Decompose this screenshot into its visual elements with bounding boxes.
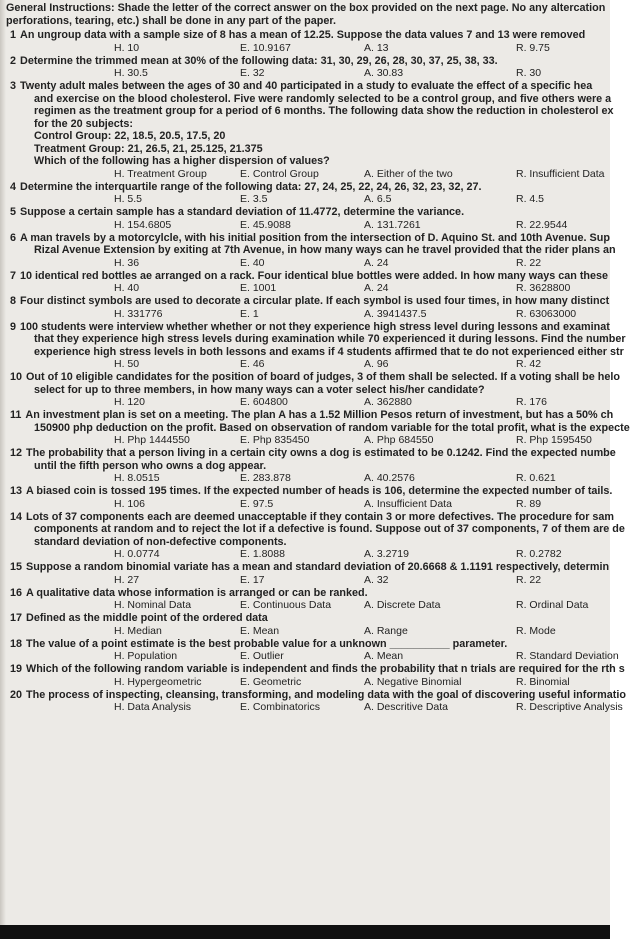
choice-a: A. 40.2576 <box>364 472 415 484</box>
choice-r: R. Ordinal Data <box>516 599 589 611</box>
question-6 <box>6 231 616 270</box>
choice-h: H. 331776 <box>114 307 163 320</box>
answer-choices <box>6 574 610 587</box>
answer-choices <box>6 219 610 232</box>
question-text-line: 150900 php deduction on the profit. Based on observation of random variable for the total profit, what is the expecte <box>34 421 630 434</box>
choice-h: H. 27 <box>114 573 140 586</box>
choice-a: A. 32 <box>364 573 389 586</box>
question-text: Defined as the middle point of the ordered data <box>26 612 268 624</box>
question-stem <box>10 295 610 308</box>
choice-a: A. 131.7261 <box>364 218 421 231</box>
choice-e: E. Continuous Data <box>240 599 332 611</box>
choice-r: R. Mode <box>516 624 556 637</box>
question-stem <box>10 612 610 625</box>
question-17 <box>6 612 610 638</box>
question-4 <box>6 181 610 207</box>
question-text: 10 identical red bottles ae arranged on a rack. Four identical blue bottles were added. In how many ways can these <box>20 269 609 282</box>
choice-e: E. 1 <box>240 307 259 320</box>
question-stem <box>10 321 610 334</box>
choice-e: E. 3.5 <box>240 193 268 205</box>
choice-a: A. 3941437.5 <box>364 307 427 320</box>
question-text: 100 students were interview whether whether or not they experience high stress level during lessons and examinat <box>20 320 610 333</box>
question-text: An investment plan is set on a meeting. The plan A has a 1.52 Million Pesos return of investment, but has a 50% ch <box>25 409 614 421</box>
question-text: Suppose a random binomial variate has a mean and standard deviation of 20.6668 & 1.1191 respectively, determin <box>26 561 610 573</box>
question-text-line: for the 20 subjects: <box>34 117 133 130</box>
choice-e: E. Mean <box>240 624 280 637</box>
choice-h: H. 120 <box>114 396 145 408</box>
question-text-line: and exercise on the blood cholesterol. Five were randomly selected to be a control group, and five others were a <box>34 92 612 105</box>
choice-a: A. 96 <box>364 358 389 370</box>
choice-h: H. Treatment Group <box>114 167 207 180</box>
question-text: The value of a point estimate is the best probable value for a unknown __________ parameter. <box>26 637 508 650</box>
choice-e: E. 97.5 <box>240 497 274 510</box>
choice-r: R. 176 <box>516 396 547 408</box>
question-9 <box>6 320 626 372</box>
choice-a: A. 24 <box>364 282 389 294</box>
choice-e: E. Php 835450 <box>240 434 310 446</box>
choice-e: E. 17 <box>240 573 265 586</box>
answer-choices <box>6 625 610 638</box>
question-text: The process of inspecting, cleansing, transforming, and modeling data with the goal of discovering useful informatio <box>26 688 626 701</box>
question-number: 5 <box>10 206 17 218</box>
question-number: 4 <box>10 180 17 193</box>
question-stem <box>10 371 620 384</box>
question-stem <box>10 232 610 245</box>
choice-r: R. Php 1595450 <box>516 434 592 446</box>
answer-choices <box>6 257 610 270</box>
question-stem <box>10 485 613 498</box>
choice-a: A. 13 <box>364 41 389 54</box>
question-number: 2 <box>10 54 17 67</box>
choice-e: E. 32 <box>240 67 265 79</box>
choice-h: H. Population <box>114 650 178 662</box>
choice-r: R. 22.9544 <box>516 218 568 231</box>
choice-h: H. 5.5 <box>114 193 143 205</box>
question-stem <box>10 409 614 422</box>
choice-r: R. 22 <box>516 573 542 586</box>
question-stem <box>10 29 610 42</box>
question-text: A man travels by a motorcylcle, with his initial position from the intersection of D. Aquino St. and 10th Avenue. Sup <box>20 231 610 244</box>
question-stem <box>10 510 615 524</box>
question-3 <box>6 80 614 181</box>
question-13 <box>6 485 613 511</box>
answer-choices <box>6 472 610 485</box>
question-text: An ungroup data with a sample size of 8 has a mean of 12.25. Suppose the data values 7 and 13 were removed <box>20 29 586 41</box>
answer-choices <box>6 396 610 409</box>
question-14 <box>6 510 625 562</box>
dark-bottom-edge <box>0 925 610 939</box>
question-text-line: select for up to three members, in how many ways can a voter select his/her candidate? <box>34 383 485 396</box>
choice-e: E. 40 <box>240 256 265 269</box>
choice-a: A. 24 <box>364 256 389 269</box>
question-text-line: standard deviation of non-defective components. <box>34 535 287 548</box>
question-stem <box>10 270 610 283</box>
question-number: 18 <box>10 637 23 650</box>
choice-r: R. Standard Deviation <box>516 650 619 662</box>
choice-r: R. 89 <box>516 497 542 510</box>
choice-a: A. Either of the two <box>364 167 453 180</box>
answer-choices <box>6 650 619 663</box>
choice-e: E. 1.8088 <box>240 548 285 560</box>
choice-a: A. Php 684550 <box>364 434 434 446</box>
question-number: 10 <box>10 371 23 383</box>
question-text-line: Which of the following has a higher dispersion of values? <box>34 155 330 167</box>
choice-r: R. Descriptive Analysis <box>516 701 623 713</box>
question-15 <box>6 561 610 587</box>
choice-a: A. Insufficient Data <box>364 497 452 510</box>
choice-h: H. Hypergeometric <box>114 675 202 688</box>
choice-e: E. 45.9088 <box>240 218 291 231</box>
choice-h: H. 10 <box>114 41 140 54</box>
choice-h: H. 40 <box>114 282 140 294</box>
answer-choices <box>6 67 610 80</box>
question-stem <box>10 447 616 460</box>
question-2 <box>6 55 610 81</box>
page-edge-shadow <box>0 0 6 939</box>
choice-h: H. 106 <box>114 497 145 510</box>
choice-h: H. 36 <box>114 256 140 269</box>
choice-r: R. 0.621 <box>516 472 556 484</box>
choice-h: H. Php 1444550 <box>114 434 190 446</box>
choice-e: E. Combinatorics <box>240 701 320 713</box>
general-instructions: General Instructions: Shade the letter of the correct answer on the box provided on the next page. No any altercation perforations, tearing, etc.) shall be done in any part of the paper. <box>6 2 606 27</box>
question-number: 15 <box>10 561 23 573</box>
choice-e: E. Control Group <box>240 167 319 180</box>
choice-a: A. 362880 <box>364 396 412 408</box>
question-5 <box>6 206 610 232</box>
answer-choices <box>6 308 610 321</box>
question-text-line: regimen as the treatment group for a period of 6 months. The following data show the reduction in cholesterol ex <box>34 105 614 117</box>
choice-e: E. Outlier <box>240 650 284 662</box>
question-number: 13 <box>10 485 23 497</box>
choice-e: E. 1001 <box>240 282 277 294</box>
choice-r: R. 9.75 <box>516 41 550 54</box>
choice-a: A. Negative Binomial <box>364 675 462 688</box>
choice-a: A. 30.83 <box>364 67 404 79</box>
question-number: 16 <box>10 586 23 599</box>
question-1 <box>6 29 610 55</box>
question-11 <box>6 409 630 447</box>
choice-r: R. 0.2782 <box>516 548 562 560</box>
question-16 <box>6 587 610 613</box>
choice-r: R. 22 <box>516 256 542 269</box>
question-8 <box>6 295 610 321</box>
choice-e: E. 283.878 <box>240 472 291 484</box>
choice-e: E. 10.9167 <box>240 41 291 54</box>
question-number: 7 <box>10 269 17 282</box>
choice-h: H. Median <box>114 624 162 637</box>
choice-h: H. 0.0774 <box>114 548 160 560</box>
question-stem <box>10 181 610 194</box>
question-stem <box>10 561 610 574</box>
question-text: A qualitative data whose information is arranged or can be ranked. <box>26 586 368 599</box>
question-stem <box>10 663 625 676</box>
answer-choices <box>6 282 610 295</box>
question-stem <box>10 80 610 93</box>
choice-r: R. Binomial <box>516 675 570 688</box>
question-7 <box>6 270 610 296</box>
question-text: The probability that a person living in a certain city owns a dog is estimated to be 0.1242. Find the expected numbe <box>26 447 616 459</box>
question-text: Determine the trimmed mean at 30% of the following data: 31, 30, 29, 26, 28, 30, 37, 25, 38, 33. <box>20 54 498 67</box>
question-number: 6 <box>10 231 17 244</box>
answer-choices <box>6 498 610 511</box>
question-stem <box>10 638 610 651</box>
choice-r: R. 3628800 <box>516 282 571 294</box>
question-number: 1 <box>10 29 17 41</box>
choice-a: A. Range <box>364 624 408 637</box>
choice-a: A. Descritive Data <box>364 701 449 713</box>
choice-h: H. Data Analysis <box>114 701 192 713</box>
choice-h: H. 154.6805 <box>114 218 172 231</box>
question-text: Determine the interquartile range of the following data: 27, 24, 25, 22, 24, 26, 32, 23, 32, 27. <box>20 180 482 193</box>
question-text: A biased coin is tossed 195 times. If the expected number of heads is 106, determine the expected number of tails. <box>26 485 613 497</box>
answer-choices <box>6 168 610 181</box>
answer-choices <box>6 599 610 612</box>
answer-choices <box>6 193 610 206</box>
answer-choices <box>6 434 610 447</box>
question-number: 3 <box>10 80 17 92</box>
question-text-line: experience high stress levels in both lessons and exams if 4 students affirmed that te do not experienced either str <box>34 345 624 358</box>
choice-r: R. 42 <box>516 358 542 370</box>
question-12 <box>6 447 616 485</box>
choice-r: R. Insufficient Data <box>516 167 605 180</box>
answer-choices <box>6 701 623 714</box>
question-stem <box>10 55 610 68</box>
choice-h: H. Nominal Data <box>114 599 192 611</box>
choice-a: A. 3.2719 <box>364 548 409 560</box>
question-list <box>6 29 630 714</box>
choice-h: H. 50 <box>114 358 140 370</box>
question-text: Suppose a certain sample has a standard deviation of 11.4772, determine the variance. <box>20 206 465 218</box>
question-text-line: components at random and to reject the lot if a defective is found. Suppose out of 37 components, 7 of them are de <box>34 523 625 535</box>
choice-e: E. Geometric <box>240 675 302 688</box>
choice-e: E. 46 <box>240 358 265 370</box>
question-20 <box>6 688 626 715</box>
question-number: 11 <box>10 409 22 421</box>
question-18 <box>6 637 619 664</box>
question-text-line: that they experience high stress levels during examination while 70 experienced it during lessons. Find the number <box>34 333 626 345</box>
question-number: 14 <box>10 510 23 523</box>
question-stem <box>10 688 626 702</box>
choice-a: A. 6.5 <box>364 193 392 205</box>
question-text: Which of the following random variable is independent and finds the probability that n trials are required for the rth s <box>26 663 625 675</box>
choice-r: R. 30 <box>516 67 542 79</box>
question-text-line: Treatment Group: 21, 26.5, 21, 25.125, 21.375 <box>34 142 263 155</box>
question-text-line: Control Group: 22, 18.5, 20.5, 17.5, 20 <box>34 130 226 142</box>
choice-h: H. 30.5 <box>114 67 148 79</box>
answer-choices <box>6 548 610 561</box>
answer-choices <box>6 676 610 689</box>
choice-h: H. 8.0515 <box>114 472 160 484</box>
choice-r: R. 63063000 <box>516 307 577 320</box>
question-text: Out of 10 eligible candidates for the position of board of judges, 3 of them shall be selected. If a voting shall be helo <box>26 371 620 383</box>
question-text-line: until the fifth person who owns a dog appear. <box>34 459 267 472</box>
question-number: 9 <box>10 320 17 333</box>
question-text: Twenty adult males between the ages of 30 and 40 participated in a study to evaluate the effect of a specific hea <box>20 80 593 92</box>
choice-a: A. Mean <box>364 650 404 662</box>
question-number: 12 <box>10 447 23 459</box>
question-number: 8 <box>10 295 17 307</box>
answer-choices <box>6 42 610 55</box>
question-text-line: Rizal Avenue Extension by exiting at 7th Avenue, in how many ways can he travel provided that the rider plans an <box>34 244 616 256</box>
question-19 <box>6 663 625 689</box>
question-number: 17 <box>10 612 23 624</box>
question-10 <box>6 371 620 409</box>
question-stem <box>10 587 610 600</box>
question-text: Four distinct symbols are used to decorate a circular plate. If each symbol is used four times, in how many distinct <box>20 295 610 307</box>
choice-a: A. Discrete Data <box>364 599 441 611</box>
question-number: 20 <box>10 688 23 701</box>
answer-choices <box>6 358 610 371</box>
question-number: 19 <box>10 663 23 675</box>
choice-e: E. 604800 <box>240 396 288 408</box>
question-stem <box>10 206 610 219</box>
choice-r: R. 4.5 <box>516 193 545 205</box>
question-text: Lots of 37 components each are deemed unacceptable if they contain 3 or more defectives. The procedure for sam <box>26 510 615 523</box>
